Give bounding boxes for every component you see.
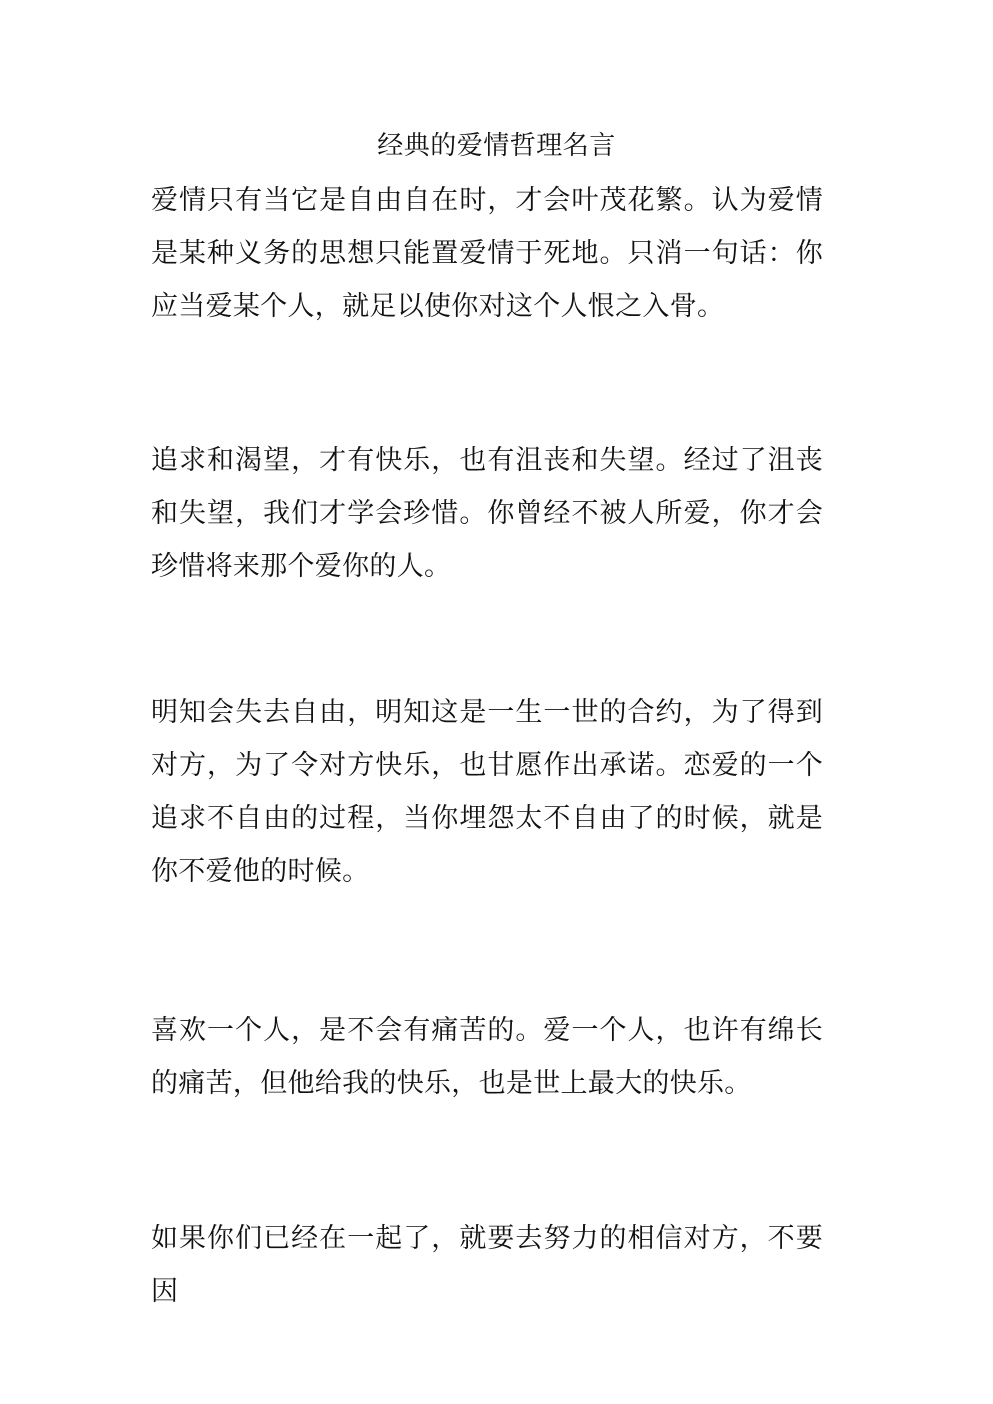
paragraph-5: 如果你们已经在一起了，就要去努力的相信对方，不要因 (151, 1223, 823, 1307)
paragraph-4: 喜欢一个人，是不会有痛苦的。爱一个人，也许有绵长的痛苦，但他给我的快乐，也是世上最大的快乐。 (151, 1015, 823, 1099)
paragraph-1: 爱情只有当它是自由自在时，才会叶茂花繁。认为爱情是某种义务的思想只能置爱情于死地。只消一句话：你应当爱某个人，就足以使你对这个人恨之入骨。 (151, 185, 823, 322)
document-title: 经典的爱情哲理名言 (377, 131, 616, 161)
paragraph-3: 明知会失去自由，明知这是一生一世的合约，为了得到对方，为了令对方快乐，也甘愿作出承诺。恋爱的一个追求不自由的过程，当你埋怨太不自由了的时候，就是你不爱他的时候。 (151, 697, 823, 887)
paragraph-2: 追求和渴望，才有快乐，也有沮丧和失望。经过了沮丧和失望，我们才学会珍惜。你曾经不被人所爱，你才会珍惜将来那个爱你的人。 (151, 445, 823, 582)
